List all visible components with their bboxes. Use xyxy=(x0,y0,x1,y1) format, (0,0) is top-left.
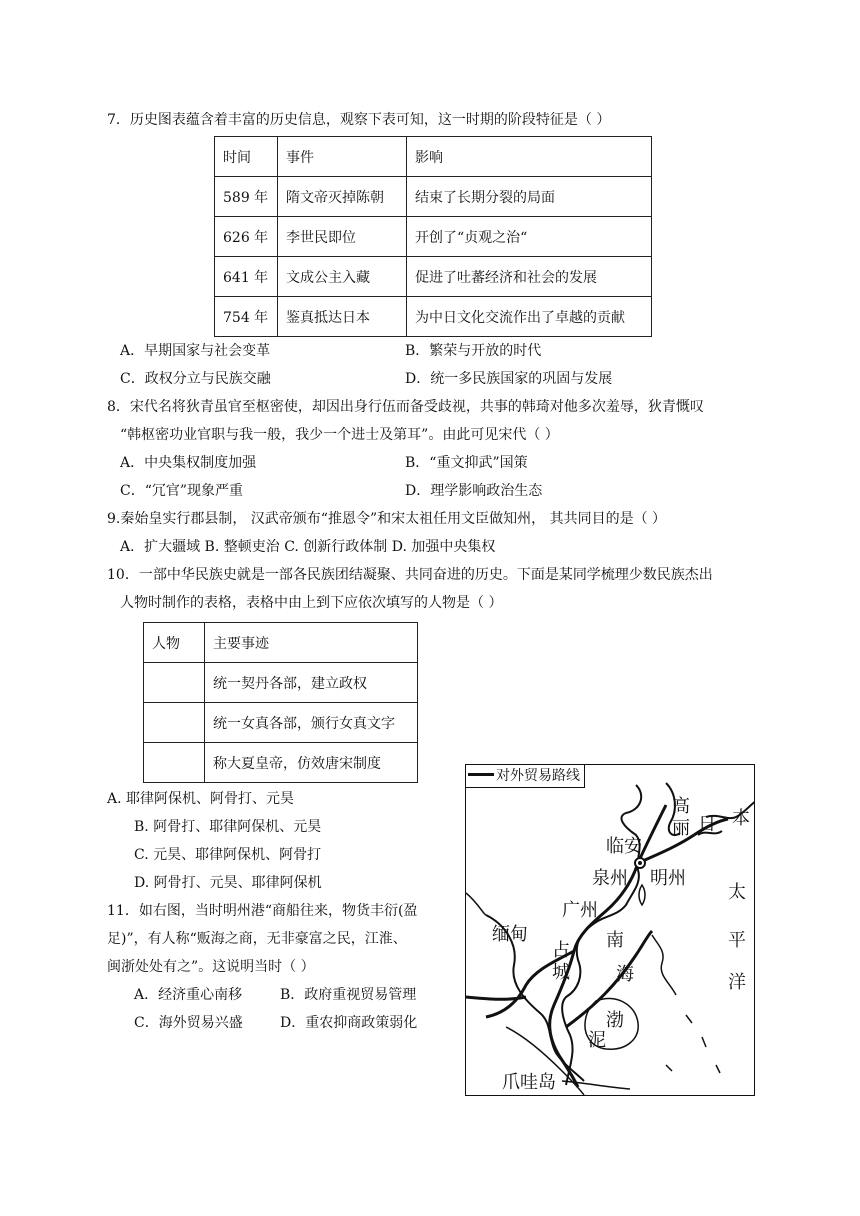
table-header: 人物 xyxy=(144,623,205,663)
small-islands xyxy=(666,1015,720,1073)
q11-stem-line1: 11．如右图，当时明州港“商船往来，物货丰衍(盈 xyxy=(107,903,418,919)
label-zhancheng: 占 xyxy=(552,940,570,961)
table-cell: 626 年 xyxy=(215,217,278,257)
q11-stem-line3: 闽浙处处有之”。这说明当时（ ） xyxy=(107,959,315,975)
q7-option-a: A．早期国家与社会变革 xyxy=(120,343,271,359)
label-guangzhou: 广州 xyxy=(562,900,598,921)
q8-stem-line2: “韩枢密功业官职与我一般，我少一个进士及第耳”。由此可见宋代（ ） xyxy=(120,427,559,443)
label-quanzhou: 泉州 xyxy=(592,868,628,889)
table-cell: 李世民即位 xyxy=(278,217,407,257)
coastline-java xyxy=(562,1081,630,1089)
q10-option-b: B. 阿骨打、耶律阿保机、元昊 xyxy=(134,819,322,835)
table-row xyxy=(215,297,652,337)
table-cell: 促进了吐蕃经济和社会的发展 xyxy=(407,257,652,297)
q11-option-d: D．重农抑商政策弱化 xyxy=(280,1015,418,1031)
q7-option-c: C．政权分立与民族交融 xyxy=(120,371,271,387)
coastline-philippines xyxy=(652,935,676,995)
label-nanhai: 海 xyxy=(616,964,634,985)
label-gaoli: 高 xyxy=(672,796,690,817)
q9-stem: 9.秦始皇实行郡县制， 汉武帝颁布“推恩令”和宋太祖任用文臣做知州， 其共同目的是（ ） xyxy=(107,511,667,527)
table-cell: 641 年 xyxy=(215,257,278,297)
q7-table xyxy=(214,136,652,337)
label-riben: 本 xyxy=(732,808,750,829)
table-cell: 为中日文化交流作出了卓越的贡献 xyxy=(407,297,652,337)
table-row xyxy=(144,623,418,663)
label-zhancheng: 城 xyxy=(552,962,570,983)
table-row xyxy=(215,217,652,257)
q9-options: A．扩大疆域 B. 整顿吏治 C. 创新行政体制 D. 加强中央集权 xyxy=(120,539,496,555)
label-riben: 日 xyxy=(698,814,716,835)
label-zhuawadao: 爪哇岛 xyxy=(502,1072,556,1093)
q8-option-d: D．理学影响政治生态 xyxy=(405,483,543,499)
q8-option-c: C．“冗官”现象严重 xyxy=(120,483,244,499)
q11-option-b: B．政府重视贸易管理 xyxy=(280,987,417,1003)
q7-option-d: D．统一多民族国家的巩固与发展 xyxy=(405,371,613,387)
label-boni: 泥 xyxy=(588,1030,606,1051)
table-row xyxy=(215,177,652,217)
q10-option-c: C. 元昊、耶律阿保机、阿骨打 xyxy=(134,847,322,863)
coastline-taiwan xyxy=(639,885,645,905)
table-cell xyxy=(144,663,205,703)
table-cell: 隋文帝灭掉陈朝 xyxy=(278,177,407,217)
q7-stem: 7．历史图表蕴含着丰富的历史信息，观察下表可知，这一时期的阶段特征是（ ） xyxy=(107,112,611,128)
q7-option-b: B．繁荣与开放的时代 xyxy=(405,343,542,359)
q8-option-a: A．中央集权制度加强 xyxy=(120,455,257,471)
route-west xyxy=(466,997,526,999)
table-cell: 统一契丹各部，建立政权 xyxy=(205,663,418,703)
table-cell: 称大夏皇帝，仿效唐宋制度 xyxy=(205,743,418,783)
label-taipingyang: 太 xyxy=(728,882,746,903)
label-linan: 临安 xyxy=(606,836,642,857)
table-cell: 统一女真各部，颁行女真文字 xyxy=(205,703,418,743)
q10-option-d: D. 阿骨打、元昊、耶律阿保机 xyxy=(134,875,322,891)
q8-stem-line1: 8．宋代名将狄青虽官至枢密使，却因出身行伍而备受歧视，共事的韩琦对他多次羞辱，狄青慨叹 xyxy=(107,399,704,415)
coastline-west xyxy=(466,893,486,915)
table-header: 主要事迹 xyxy=(205,623,418,663)
label-taipingyang: 平 xyxy=(728,930,746,951)
label-mingzhou: 明州 xyxy=(650,868,686,889)
table-cell: 鉴真抵达日本 xyxy=(278,297,407,337)
table-row xyxy=(144,663,418,703)
label-miandian: 缅 xyxy=(492,924,510,945)
table-cell: 文成公主入藏 xyxy=(278,257,407,297)
q10-stem-line2: 人物时制作的表格，表格中由上到下应依次填写的人物是（ ） xyxy=(120,595,503,611)
label-miandian: 甸 xyxy=(510,924,528,945)
q10-option-a: A. 耶律阿保机、阿骨打、元昊 xyxy=(107,791,295,807)
table-row xyxy=(215,137,652,177)
legend-label: 对外贸易路线 xyxy=(496,768,580,784)
linan-marker-dot xyxy=(638,861,642,865)
table-cell: 589 年 xyxy=(215,177,278,217)
table-header: 影响 xyxy=(407,137,652,177)
table-row xyxy=(144,703,418,743)
label-boni: 渤 xyxy=(606,1010,624,1031)
trade-route-map xyxy=(465,764,755,1096)
route-to-korea xyxy=(638,805,666,863)
q8-option-b: B．“重文抑武”国策 xyxy=(405,455,528,471)
table-cell: 结束了长期分裂的局面 xyxy=(407,177,652,217)
legend-line-icon xyxy=(468,773,494,776)
label-nanhai: 南 xyxy=(606,930,624,951)
q11-option-a: A．经济重心南移 xyxy=(134,987,243,1003)
table-header: 事件 xyxy=(278,137,407,177)
q11-option-c: C．海外贸易兴盛 xyxy=(134,1015,243,1031)
table-cell: 开创了“贞观之治“ xyxy=(407,217,652,257)
q10-stem-line1: 10．一部中华民族史就是一部各民族团结凝聚、共同奋进的历史。下面是某同学梳理少数民族杰出 xyxy=(107,567,713,583)
table-cell xyxy=(144,743,205,783)
label-taipingyang: 洋 xyxy=(728,972,746,993)
table-row xyxy=(215,257,652,297)
map-legend xyxy=(466,765,585,788)
table-row xyxy=(144,743,418,783)
q11-stem-line2: 足)”，有人称“贩海之商，无非豪富之民，江淮、 xyxy=(107,931,407,947)
table-header: 时间 xyxy=(215,137,278,177)
q10-table xyxy=(143,622,418,783)
table-cell xyxy=(144,703,205,743)
table-cell: 754 年 xyxy=(215,297,278,337)
label-gaoli: 丽 xyxy=(672,818,690,839)
